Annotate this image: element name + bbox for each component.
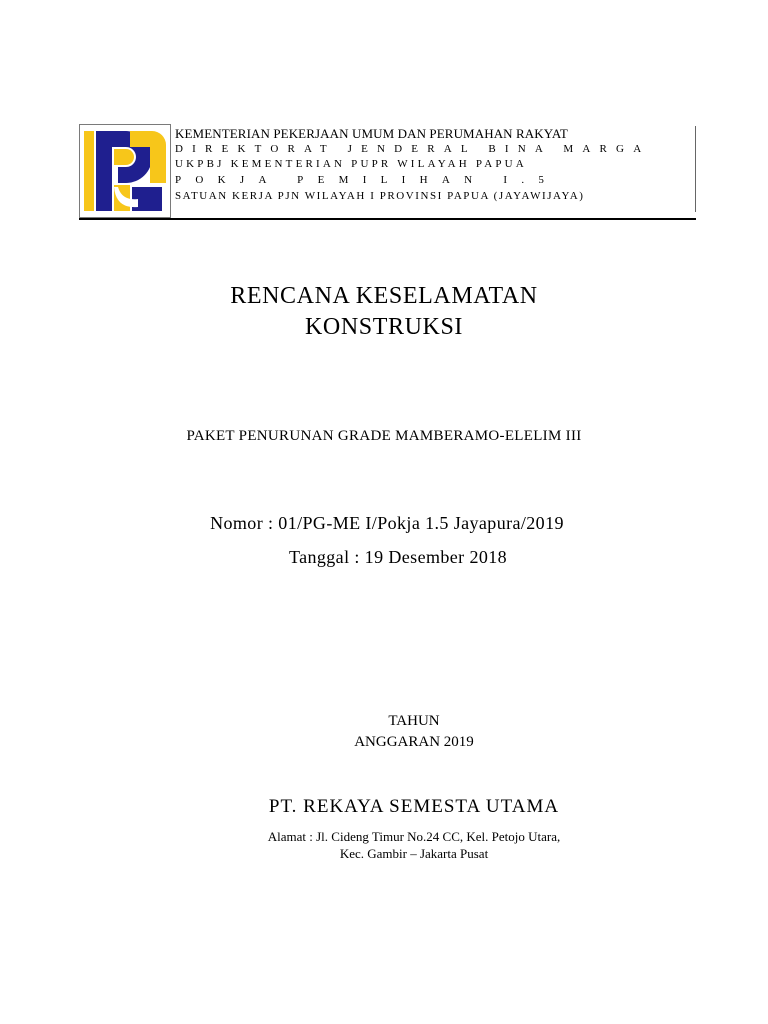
letterhead	[79, 124, 696, 220]
ministry-name: KEMENTERIAN PEKERJAAN UMUM DAN PERUMAHAN RAKYAT	[175, 126, 568, 141]
document-title-line2: KONSTRUKSI	[304, 314, 463, 340]
document-date: Tanggal : 19 Desember 2018	[288, 547, 508, 567]
directorate-name: DIREKTORAT JENDERAL BINA MARGA	[175, 143, 651, 155]
company-address-line2: Kec. Gambir – Jakarta Pusat	[339, 846, 489, 861]
letterhead-divider	[79, 218, 696, 220]
pupr-logo-icon	[82, 127, 168, 215]
document-title-line1: RENCANA KESELAMATAN	[230, 283, 538, 309]
satker-name: SATUAN KERJA PJN WILAYAH I PROVINSI PAPUA (JAYAWIJAYA)	[175, 190, 585, 202]
pokja-name: POKJA PEMILIHAN I.5	[175, 174, 559, 186]
letterhead-text	[175, 126, 696, 212]
package-name: PAKET PENURUNAN GRADE MAMBERAMO-ELELIM III	[186, 428, 582, 444]
document-number: Nomor : 01/PG-ME I/Pokja 1.5 Jayapura/2019	[210, 513, 564, 533]
ukpbj-name: UKPBJ KEMENTERIAN PUPR WILAYAH PAPUA	[175, 158, 527, 170]
fiscal-year-value: ANGGARAN 2019	[354, 734, 474, 750]
fiscal-year-label: TAHUN	[388, 713, 440, 729]
logo-box	[79, 124, 171, 218]
company-address-line1: Alamat : Jl. Cideng Timur No.24 CC, Kel. Petojo Utara,	[267, 829, 561, 844]
company-name: PT. REKAYA SEMESTA UTAMA	[268, 796, 560, 817]
